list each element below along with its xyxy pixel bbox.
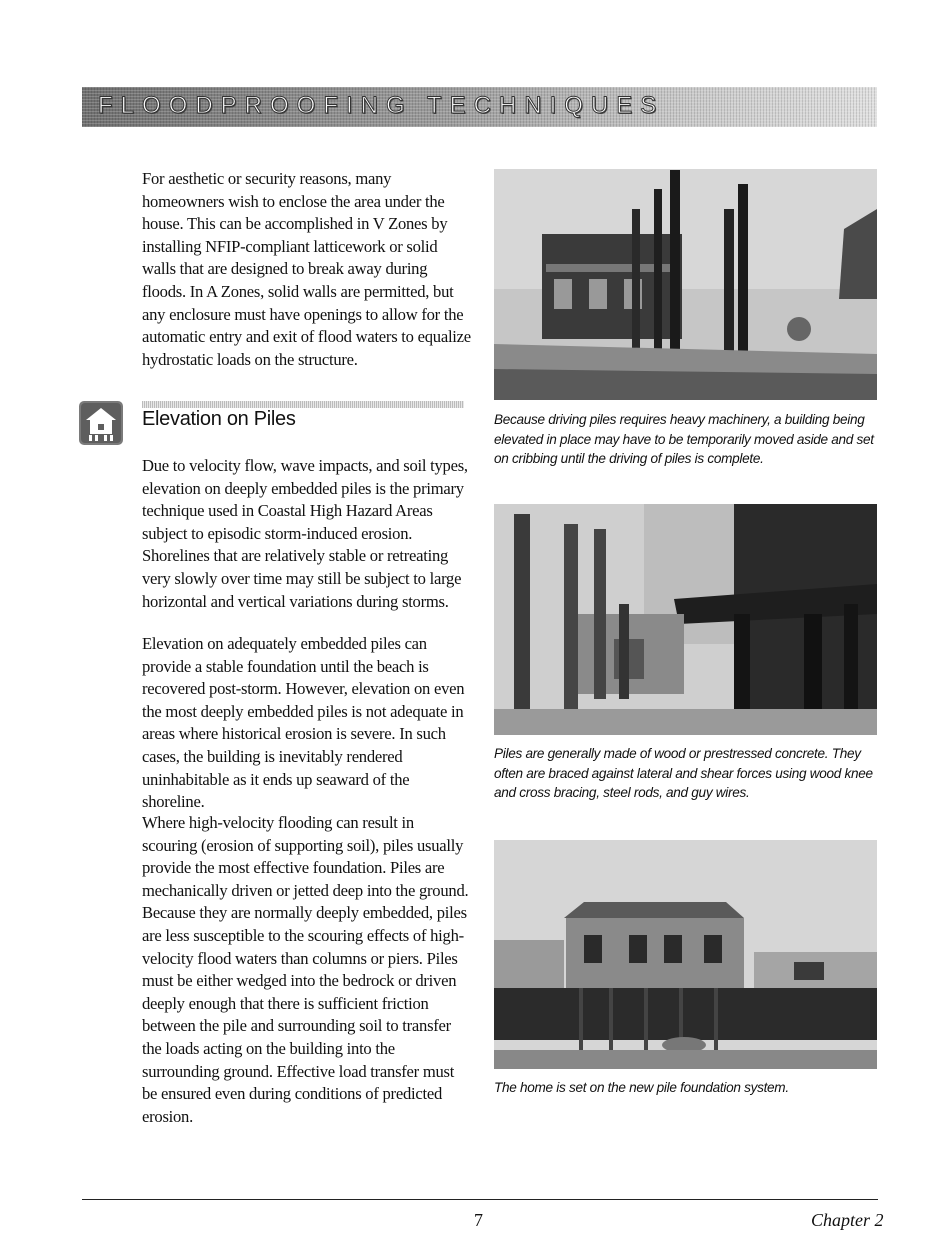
footer-divider [82,1199,878,1200]
photo-piles-driving [494,169,877,400]
paragraph-scouring: Where high-velocity flooding can result in scouring (erosion of supporting soil), piles usually provide the most effective foundation. Piles are mechanically driven or jetted deep into the ground. Because they are normally deeply embedded, piles are less susceptible to the scouring effects of high-velocity flood waters than columns or piers. Piles must be either wedged into the bedrock or driven deeply enough that there is sufficient friction between the pile and surrounding soil to transfer the loads acting on the building into the surrounding ground. Effective load transfer must be ensured even during conditions of predicted erosion. [142,813,469,1126]
figure-caption-3: The home is set on the new pile foundation system. [494,1080,789,1095]
photo-home-on-piles [494,840,877,1069]
house-icon [79,401,123,445]
section-banner [82,87,877,127]
page-number: 7 [474,1210,483,1230]
section-divider [142,401,464,408]
paragraph-stable-foundation: Elevation on adequately embedded piles can provide a stable foundation until the beach is recovered post-storm. However, elevation on even the most deeply embedded piles is not adequate in areas where historical erosion is severe. In such cases, the building is inevitably rendered uninhabitable as it ends up seaward of the shoreline. [142,634,465,812]
figure-caption-1: Because driving piles requires heavy machinery, a building being elevated in place may have to be temporarily moved aside and set on cribbing until the driving of piles is complete. [494,412,874,466]
photo-pile-bracing [494,504,877,735]
intro-paragraph: For aesthetic or security reasons, many homeowners wish to enclose the area under the house. This can be accomplished in V Zones by installing NFIP-compliant latticework or solid walls that are designed to break away during floods. In A Zones, solid walls are permitted, but any enclosure must have openings to allow for the automatic entry and exit of flood waters to equalize hydrostatic loads on the structure. [142,169,471,369]
chapter-label: Chapter 2 [811,1210,884,1230]
section-heading: Elevation on Piles [142,408,296,430]
paragraph-velocity: Due to velocity flow, wave impacts, and soil types, elevation on deeply embedded piles is the primary technique used in Coastal High Hazard Areas subject to episodic storm-induced erosion. Shorelines that are relatively stable or retreating very slowly over time may still be subject to large horizontal and vertical variations during storms. [142,456,468,611]
figure-caption-2: Piles are generally made of wood or prestressed concrete. They often are braced against lateral and shear forces using wood knee and cross bracing, steel rods, and guy wires. [494,746,873,800]
banner-title: FLOODPROOFING TECHNIQUES [98,92,665,119]
